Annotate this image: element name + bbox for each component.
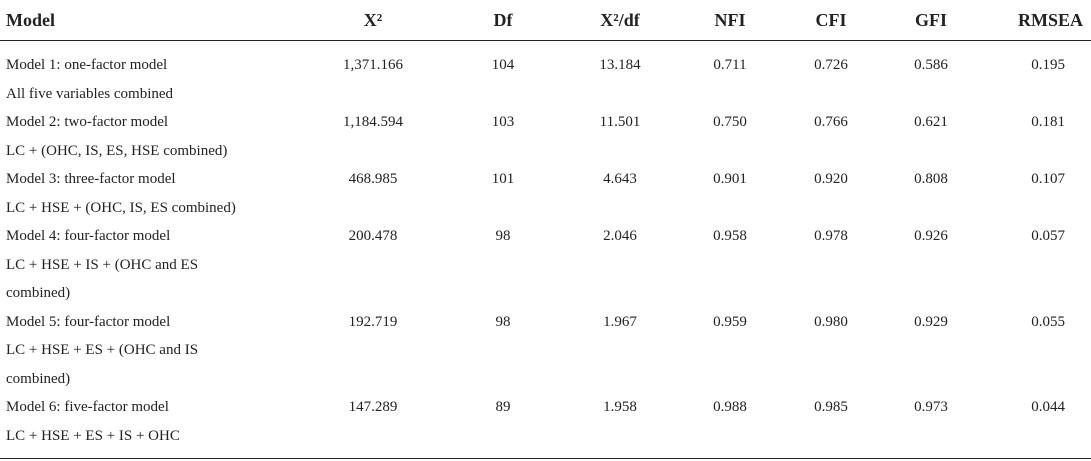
table-body: [0, 41, 1091, 459]
cell-cfi: 0.920: [814, 171, 848, 187]
header-chi-square-over-df: X²/df: [560, 0, 680, 41]
cell-rmsea: 0.044: [980, 393, 1091, 459]
cell-chi-square-over-df: 2.046: [603, 228, 637, 244]
cell-df: 89: [446, 393, 560, 459]
cell-df: 101: [491, 171, 515, 187]
cell-gfi: 0.621: [914, 114, 948, 130]
model-description-line: Model 2: two-factor model: [6, 114, 169, 130]
header-chi-square: X²: [300, 0, 446, 41]
cell-model: [0, 308, 300, 394]
cell-rmsea: 0.181: [1031, 114, 1065, 130]
model-description-line: Model 5: four-factor model: [6, 313, 171, 330]
cell-chi-square: 200.478: [348, 228, 398, 244]
cell-chi-square-over-df: 11.501: [599, 114, 641, 130]
model-description-line: All five variables combined: [6, 85, 174, 102]
model-description-line: LC + HSE + IS + (OHC and ES: [6, 256, 199, 273]
table-row: [0, 393, 1091, 459]
table-row: [0, 108, 1091, 165]
model-description-line: Model 1: one-factor model: [6, 57, 168, 73]
cell-rmsea: 0.195: [1031, 57, 1065, 73]
cell-cfi: 0.978: [814, 228, 848, 244]
cell-chi-square: 468.985: [348, 171, 398, 187]
header-rmsea: RMSEA: [980, 0, 1091, 41]
cell-gfi: 0.808: [914, 171, 948, 187]
table-row: [0, 165, 1091, 222]
header-gfi: GFI: [882, 0, 980, 41]
cell-rmsea: 0.107: [1031, 171, 1065, 187]
cell-chi-square-over-df: 1.967: [603, 313, 637, 330]
cell-model: [0, 222, 300, 308]
cell-chi-square: 1,184.594: [343, 114, 403, 130]
cell-chi-square-over-df: 13.184: [599, 57, 641, 73]
cell-cfi: 0.766: [814, 114, 848, 130]
cell-gfi: 0.586: [914, 57, 948, 73]
cell-nfi: 0.750: [713, 114, 747, 130]
cell-cfi: 0.985: [780, 393, 882, 459]
model-description-line: LC + (OHC, IS, ES, HSE combined): [6, 142, 228, 159]
model-description-line: LC + HSE + ES + (OHC and IS: [6, 342, 199, 358]
model-description-line: Model 6: five-factor model: [6, 399, 169, 415]
model-description-line: Model 3: three-factor model: [6, 171, 176, 187]
table-row: [0, 41, 1091, 109]
cell-model: [0, 393, 300, 459]
cell-nfi: 0.901: [713, 171, 747, 187]
table-header: [0, 0, 1091, 41]
model-description-line: combined): [6, 370, 71, 387]
cell-nfi: 0.711: [713, 57, 747, 73]
table-row: [0, 222, 1091, 308]
header-cfi: CFI: [780, 0, 882, 41]
model-description-line: LC + HSE + ES + IS + OHC: [6, 427, 180, 444]
cell-nfi: 0.958: [713, 228, 747, 244]
cell-gfi: 0.929: [914, 313, 948, 330]
cell-chi-square: 192.719: [348, 313, 398, 330]
cell-df: 98: [495, 313, 511, 330]
header-row: [0, 0, 1091, 41]
cell-nfi: 0.959: [713, 313, 747, 330]
cell-chi-square-over-df: 4.643: [603, 171, 637, 187]
model-description-line: LC + HSE + (OHC, IS, ES combined): [6, 199, 236, 216]
cell-rmsea: 0.055: [1031, 313, 1065, 330]
cell-df: 98: [495, 228, 511, 244]
cell-model: [0, 165, 300, 222]
table-row: [0, 308, 1091, 394]
cell-chi-square-over-df: 1.958: [560, 393, 680, 459]
cell-cfi: 0.726: [814, 57, 848, 73]
cell-model: [0, 41, 300, 109]
header-nfi: NFI: [680, 0, 780, 41]
model-description-line: Model 4: four-factor model: [6, 228, 171, 244]
cell-rmsea: 0.057: [1031, 228, 1065, 244]
cell-df: 103: [491, 114, 515, 130]
header-df: Df: [446, 0, 560, 41]
cell-gfi: 0.973: [882, 393, 980, 459]
cell-cfi: 0.980: [814, 313, 848, 330]
cell-nfi: 0.988: [680, 393, 780, 459]
cell-chi-square: 1,371.166: [343, 57, 403, 73]
header-model: Model: [0, 0, 300, 41]
cell-chi-square: 147.289: [300, 393, 446, 459]
model-description-line: combined): [6, 285, 71, 301]
cell-model: [0, 108, 300, 165]
cell-gfi: 0.926: [914, 228, 948, 244]
cell-df: 104: [491, 57, 515, 73]
